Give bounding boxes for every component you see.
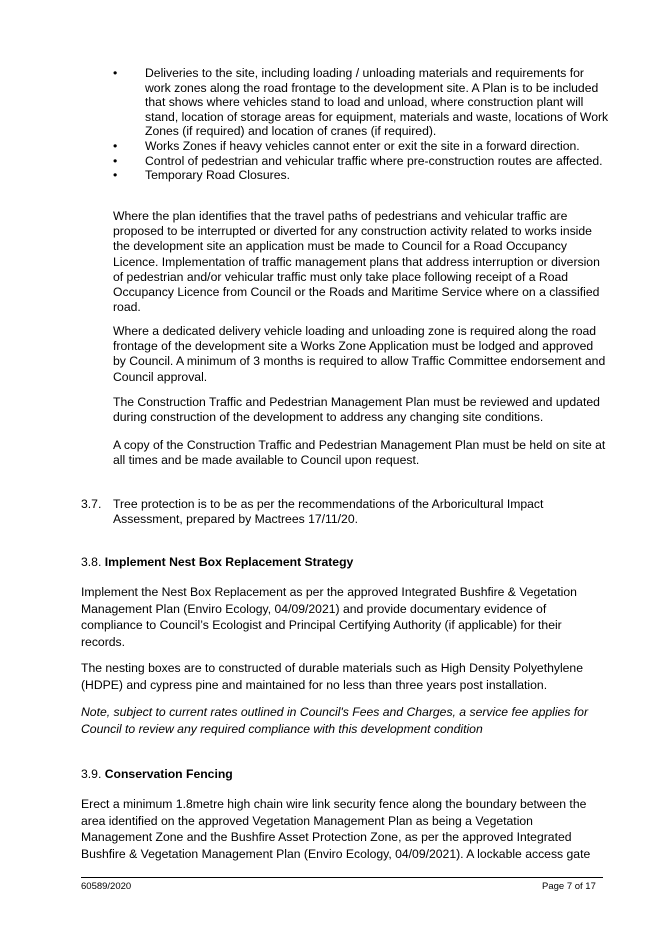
bullet-text: Temporary Road Closures. [145, 168, 290, 183]
bullet-text: Works Zones if heavy vehicles cannot enter or exit the site in a forward direction. [145, 138, 580, 153]
footer-divider [81, 877, 603, 878]
bullet-text: Control of pedestrian and vehicular traffic where pre-construction routes are affected. [145, 153, 603, 168]
fee-note: Note, subject to current rates outlined in Council's Fees and Charges, a service fee applies for Council to review any required compliance with this development condition [81, 705, 589, 736]
bullet-marker: • [113, 138, 118, 153]
paragraph-works-zone: Where a dedicated delivery vehicle loading and unloading zone is required along the road frontage of the development site a Works Zone Application must be lodged and approved by Council. A minimum of 3 months is required to allow Traffic Committee endorsement and Council approval. [113, 324, 606, 384]
section-title-3-8: Implement Nest Box Replacement Strategy [104, 555, 354, 569]
list-item [113, 154, 613, 169]
section-number-3-9: 3.9. [81, 767, 102, 781]
section-heading-3-9 [81, 767, 601, 782]
nest-box-paragraph: Implement the Nest Box Replacement as per the approved Integrated Bushfire & Vegetation Management Plan (Enviro Ecology, 04/09/2021) and provide documentary evidence of compliance to Council’s Ecologist and Principal Certifying Authority (if applicable) for their records. [81, 585, 577, 649]
bullet-marker: • [113, 168, 118, 183]
bullet-marker: • [113, 153, 118, 168]
tree-protection-text: Tree protection is to be as per the recommendations of the Arboricultural Impact Assessment, prepared by Mactrees 17/11/20. [113, 497, 544, 527]
conservation-fence-paragraph: Erect a minimum 1.8metre high chain wire link security fence along the boundary between the area identified on the approved Vegetation Management Plan as being a Vegetation Management Zone and the Bushfire Asset Protection Zone, as per the approved Integrated Bushfire & Vegetation Management Plan (Enviro Ecology, 04/09/2021). A lockable access gate [81, 797, 591, 861]
paragraph-plan-review: The Construction Traffic and Pedestrian Management Plan must be reviewed and updated during construction of the development to address any changing site conditions. [113, 395, 600, 425]
section-number-3-8: 3.8. [81, 555, 102, 569]
bullet-marker: • [113, 66, 118, 80]
section-title-3-9: Conservation Fencing [104, 767, 233, 781]
section-heading-3-8 [81, 555, 601, 570]
paragraph-plan-copy: A copy of the Construction Traffic and Pedestrian Management Plan must be held on site at all times and be made available to Council upon request. [113, 438, 606, 468]
section-number-3-7: 3.7. [81, 497, 102, 511]
nesting-materials-paragraph: The nesting boxes are to constructed of durable materials such as High Density Polyethylene (HDPE) and cypress pine and maintained for no less than three years post installation. [81, 661, 583, 692]
list-item [113, 66, 613, 139]
bullet-text: Deliveries to the site, including loading / unloading materials and requirements for work zones along the road frontage to the development site. A Plan is to be included that shows where vehicles stand to load and unload, where construction plant will stand, location of storage areas for equipment, materials and waste, locations of Work Zones (if required) and location of cranes (if required). [145, 66, 609, 139]
list-item [113, 139, 613, 154]
list-item [113, 168, 613, 183]
footer-reference: 60589/2020 [81, 881, 132, 892]
paragraph-road-occupancy: Where the plan identifies that the travel paths of pedestrians and vehicular traffic are proposed to be interrupted or diverted for any construction activity related to works inside the development site an application must be made to Council for a Road Occupancy Licence. Implementation of traffic management plans that address interruption or diversion of pedestrian and/or vehicular traffic must only take place following receipt of a Road Occupancy Licence from Council or the Roads and Maritime Service where on a classified road. [113, 209, 600, 315]
footer-page-number: Page 7 of 17 [542, 881, 596, 892]
requirements-bullet-list [113, 66, 613, 183]
